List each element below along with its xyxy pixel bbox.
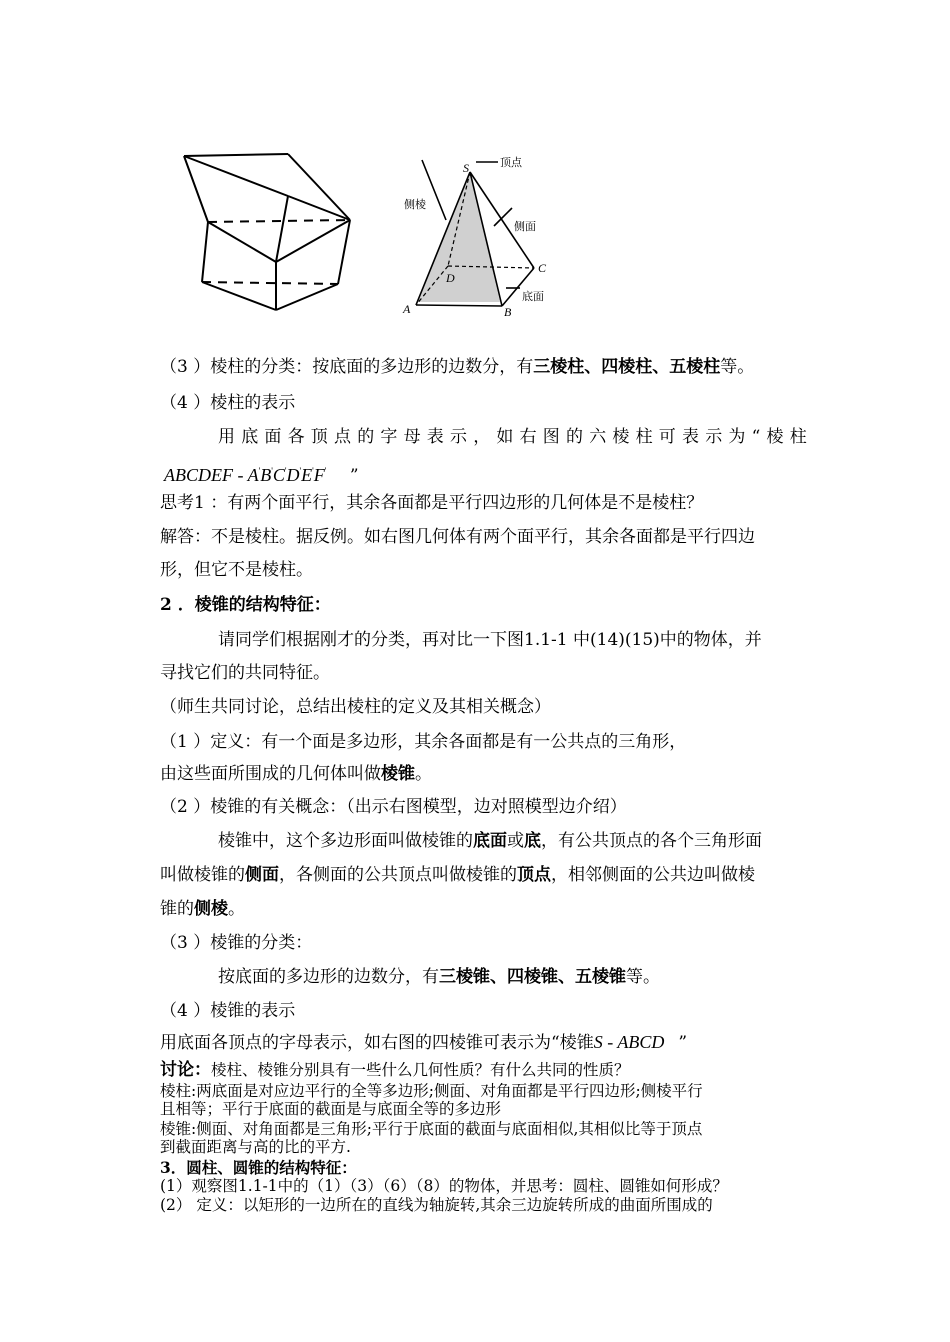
- label-b: B: [504, 305, 512, 319]
- bold-term: 三棱锥、四棱锥、五棱锥: [439, 967, 626, 987]
- label-base: 底面: [522, 290, 544, 303]
- text: 或: [507, 831, 524, 851]
- text: 等。: [626, 967, 660, 987]
- pyramid-notation-text: [160, 1031, 850, 1054]
- bold-term: 棱锥: [381, 764, 415, 784]
- pyramid-definition-2: [160, 763, 850, 785]
- prism-property-2: 且相等；平行于底面的截面是与底面全等的多边形: [160, 1100, 502, 1118]
- answer-line-1: 解答：不是棱柱。据反例。如右图几何体有两个面平行，其余各面都是平行四边: [160, 527, 755, 547]
- text: 。: [415, 764, 432, 784]
- cylinder-definition-line: (2） 定义：以矩形的一边所在的直线为轴旋转,其余三边旋转所成的曲面所围成的: [160, 1196, 713, 1214]
- prism-property-1: 棱柱:两底面是对应边平行的全等多边形;侧面、对角面都是平行四边形;侧棱平行: [160, 1082, 703, 1100]
- pyramid-definition-1: （1 ）定义：有一个面是多边形，其余各面都是有一公共点的三角形，: [160, 732, 687, 752]
- prism-notation-text: 用底面各顶点的字母表示，如右图的六棱柱可表示为“棱柱: [218, 427, 813, 447]
- pyramid-shaded-face: [418, 172, 500, 302]
- pyramid-classification-text: [218, 966, 908, 988]
- prism-notation-heading: （4 ）棱柱的表示: [160, 393, 296, 413]
- bold-term: 底面: [473, 831, 507, 851]
- text: 用底面各顶点的字母表示，如右图的四棱锥可表示为“棱锥: [160, 1033, 594, 1053]
- pyramid-notation-heading: （4 ）棱锥的表示: [160, 1001, 296, 1021]
- pyramid-concepts-heading: （2 ）棱锥的有关概念：（出示右图模型，边对照模型边介绍）: [160, 797, 627, 817]
- bold-term: 底: [524, 831, 541, 851]
- text: （3 ）棱柱的分类：按底面的多边形的边数分，有: [160, 357, 534, 377]
- think-question: 思考1 ：有两个面平行，其余各面都是平行四边形的几何体是不是棱柱？: [160, 493, 704, 513]
- answer-line-2: 形，但它不是棱柱。: [160, 560, 313, 580]
- cylinder-observe-line: (1）观察图1.1-1中的（1）（3）（6）（8）的物体，并思考：圆柱、圆锥如何形成？: [160, 1177, 728, 1195]
- pyramid-concepts-1: [218, 830, 850, 852]
- label-vertex: 顶点: [500, 156, 522, 169]
- discussion-note: （师生共同讨论，总结出棱柱的定义及其相关概念）: [160, 697, 551, 717]
- text: 棱锥中，这个多边形面叫做棱锥的: [218, 831, 473, 851]
- text: ”: [678, 1033, 688, 1053]
- prism-counterexample-figure: [178, 150, 368, 320]
- bold-term: 三棱柱、四棱柱、五棱柱: [533, 357, 721, 377]
- text: 由这些面所围成的几何体叫做: [160, 764, 381, 784]
- label-a: A: [403, 302, 411, 316]
- closing-quote: ”: [349, 466, 359, 486]
- text: 。: [228, 899, 245, 919]
- bold-term: 侧棱: [194, 899, 228, 919]
- pyramid-property-1: 棱锥:侧面、对角面都是三角形;平行于底面的截面与底面相似,其相似比等于顶点: [160, 1120, 703, 1138]
- pyramid-classification-heading: （3 ）棱锥的分类：: [160, 933, 313, 953]
- prism-notation-formula: ABCDEF - A'B'C'D'E'F' ”: [164, 465, 359, 486]
- text: ，有公共顶点的各个三角形面: [541, 831, 762, 851]
- discussion-line: [160, 1060, 850, 1080]
- label-c: C: [538, 261, 547, 275]
- bold-term: 讨论：: [160, 1060, 211, 1080]
- pyramid-concepts-2: [160, 864, 850, 886]
- formula: S - ABCD: [593, 1032, 665, 1052]
- text: 棱柱、棱锥分别具有一些什么几何性质？有什么共同的性质？: [211, 1061, 630, 1079]
- pyramid-concepts-3: [160, 898, 850, 920]
- pyramid-property-2: 到截面距离与高的比的平方.: [160, 1138, 351, 1156]
- pyramid-intro-1: 请同学们根据刚才的分类，再对比一下图1.1-1 中(14)(15)中的物体，并: [218, 630, 762, 650]
- bold-term: 侧面: [245, 865, 279, 885]
- prism-classification-line: [160, 356, 850, 378]
- text: 锥的: [160, 899, 194, 919]
- text: 等。: [720, 357, 755, 377]
- text: ，相邻侧面的公共边叫做棱: [551, 865, 755, 885]
- text: 叫做棱锥的: [160, 865, 245, 885]
- label-lateral-face: 侧面: [514, 220, 536, 233]
- section-2-heading: 2 ．棱锥的结构特征：: [160, 595, 331, 615]
- pyramid-intro-2: 寻找它们的共同特征。: [160, 663, 330, 683]
- section-3-heading: 3．圆柱、圆锥的结构特征：: [160, 1158, 357, 1177]
- label-lateral-edge: 侧棱: [404, 198, 426, 211]
- label-d: D: [446, 271, 455, 285]
- text: ，各侧面的公共顶点叫做棱锥的: [279, 865, 517, 885]
- pyramid-figure: [400, 150, 580, 320]
- text: 按底面的多边形的边数分，有: [218, 967, 439, 987]
- bold-term: 顶点: [517, 865, 551, 885]
- label-s: S: [463, 161, 469, 175]
